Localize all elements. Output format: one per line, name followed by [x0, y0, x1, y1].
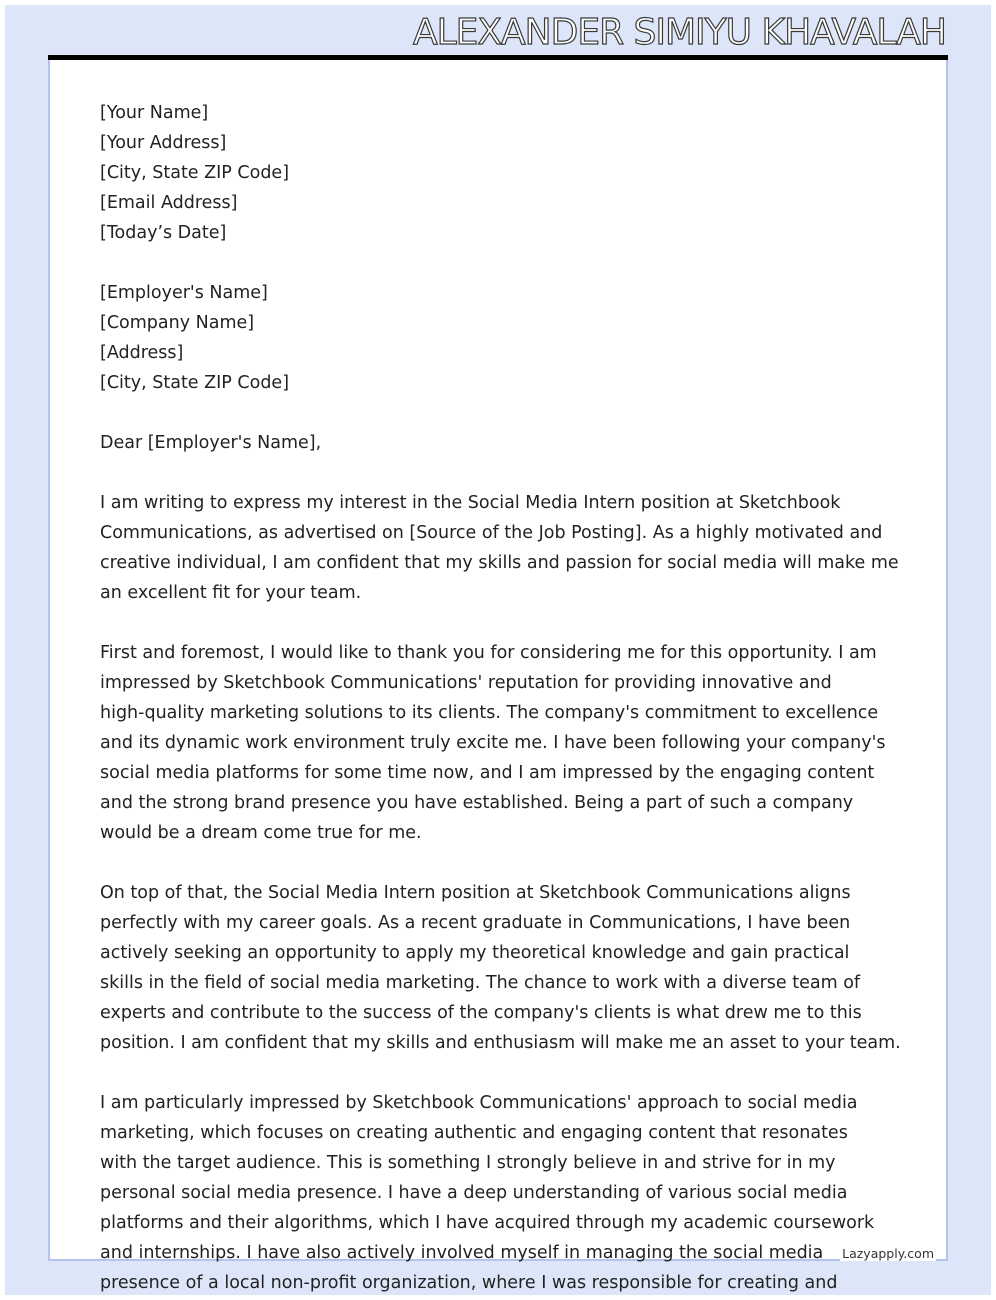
paragraph-line: perfectly with my career goals. As a recent graduate in Communications, I have been: [100, 913, 851, 933]
spacer: [100, 1058, 900, 1088]
paragraph-line: actively seeking an opportunity to apply my theoretical knowledge and gain practical: [100, 943, 850, 963]
letter-body: [100, 98, 900, 1298]
paragraph-line: platforms and their algorithms, which I have acquired through my academic coursework: [100, 1213, 875, 1233]
paragraph-line: experts and contribute to the success of the company's clients is what drew me to this: [100, 1003, 862, 1023]
sender-date: [Today’s Date]: [100, 223, 227, 243]
paragraph-line: and its dynamic work environment truly excite me. I have been following your company's: [100, 733, 886, 753]
paragraph-line: social media platforms for some time now, and I am impressed by the engaging content: [100, 763, 875, 783]
paragraph-line: On top of that, the Social Media Intern position at Sketchbook Communications aligns: [100, 883, 851, 903]
paragraph-line: First and foremost, I would like to thank you for considering me for this opportunity. I am: [100, 643, 877, 663]
paragraph-4: [100, 1088, 900, 1298]
paragraph-line: Communications, as advertised on [Source of the Job Posting]. As a highly motivated and: [100, 523, 883, 543]
spacer: [100, 608, 900, 638]
paragraph-line: and the strong brand presence you have established. Being a part of such a company: [100, 793, 854, 813]
paragraph-1: [100, 488, 900, 608]
watermark: Lazyapply.com: [842, 1246, 934, 1261]
spacer: [100, 848, 900, 878]
recipient-company: [Company Name]: [100, 313, 255, 333]
paragraph-2: [100, 638, 900, 848]
paragraph-line: skills in the field of social media marketing. The chance to work with a diverse team of: [100, 973, 861, 993]
sender-block: [100, 98, 900, 248]
sender-email: [Email Address]: [100, 193, 238, 213]
sender-name: [Your Name]: [100, 103, 209, 123]
paragraph-line: personal social media presence. I have a deep understanding of various social media: [100, 1183, 848, 1203]
recipient-block: [100, 278, 900, 398]
salutation: Dear [Employer's Name],: [100, 433, 322, 453]
paragraph-3: [100, 878, 900, 1058]
paragraph-line: marketing, which focuses on creating authentic and engaging content that resonates: [100, 1123, 848, 1143]
paragraph-line: impressed by Sketchbook Communications' reputation for providing innovative and: [100, 673, 832, 693]
recipient-city: [City, State ZIP Code]: [100, 373, 290, 393]
paragraph-line: I am writing to express my interest in the Social Media Intern position at Sketchbook: [100, 493, 841, 513]
sender-address: [Your Address]: [100, 133, 227, 153]
paragraph-line: an excellent fit for your team.: [100, 583, 362, 603]
paragraph-line: creative individual, I am confident that my skills and passion for social media will make me: [100, 553, 899, 573]
paragraph-line: high-quality marketing solutions to its clients. The company's commitment to excellence: [100, 703, 879, 723]
paragraph-line: presence of a local non-profit organization, where I was responsible for creating and: [100, 1273, 838, 1293]
paragraph-line: I am particularly impressed by Sketchbook Communications' approach to social media: [100, 1093, 858, 1113]
paragraph-line: with the target audience. This is something I strongly believe in and strive for in my: [100, 1153, 836, 1173]
paragraph-line: would be a dream come true for me.: [100, 823, 422, 843]
sender-city: [City, State ZIP Code]: [100, 163, 290, 183]
paragraph-line: position. I am confident that my skills and enthusiasm will make me an asset to your team.: [100, 1033, 901, 1053]
spacer: [100, 248, 900, 278]
spacer: [100, 398, 900, 428]
recipient-name: [Employer's Name]: [100, 283, 268, 303]
spacer: [100, 458, 900, 488]
paragraph-line: and internships. I have also actively involved myself in managing the social media: [100, 1243, 824, 1263]
candidate-name-header: ALEXANDER SIMIYU KHAVALAH: [412, 12, 946, 53]
recipient-address: [Address]: [100, 343, 184, 363]
